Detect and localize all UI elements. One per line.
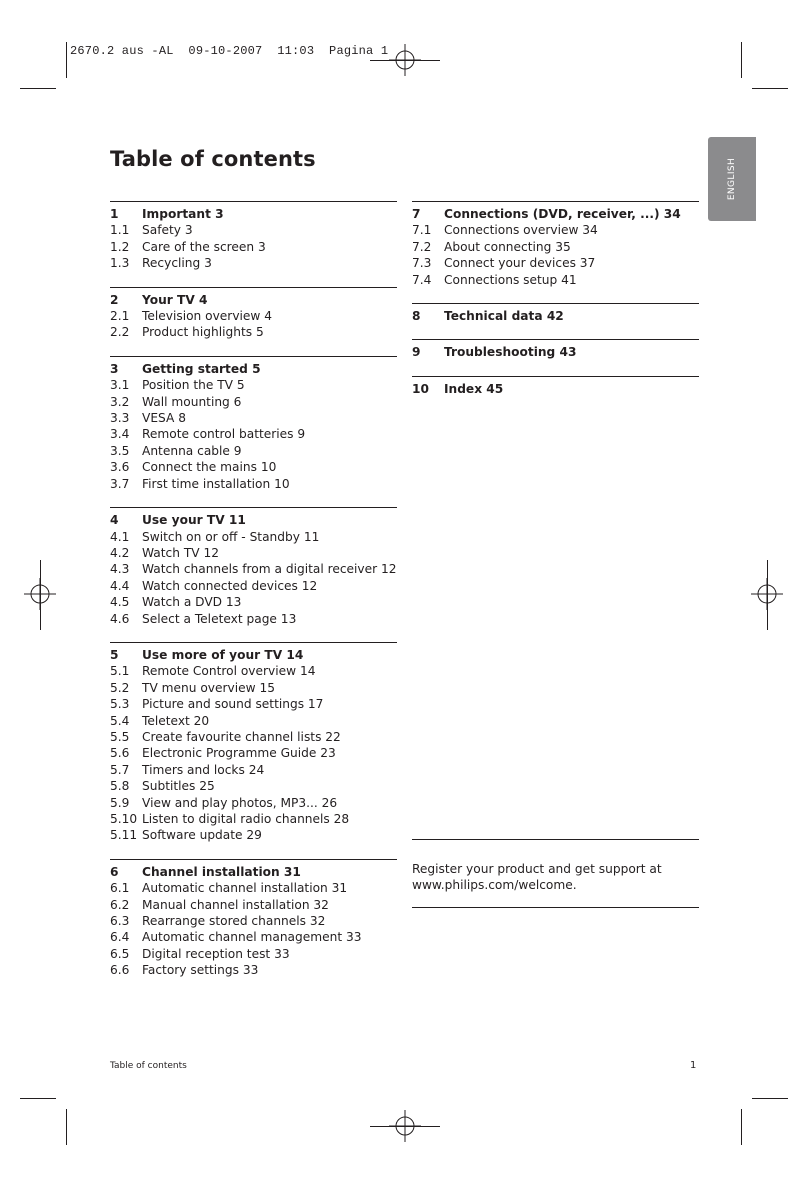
toc-heading[interactable]	[110, 206, 397, 222]
toc-entry-number: 5.9	[110, 795, 130, 810]
toc-heading-label: Use more of your TV 14	[142, 647, 304, 662]
toc-entry[interactable]	[110, 880, 397, 896]
toc-entry-label: Watch TV 12	[142, 545, 219, 560]
toc-left-column	[110, 201, 397, 994]
toc-entry[interactable]	[110, 929, 397, 945]
toc-entry-number: 5.11	[110, 828, 138, 843]
toc-entry-number: 5.8	[110, 779, 130, 794]
toc-entry[interactable]	[110, 729, 397, 745]
toc-heading-number: 7	[412, 207, 421, 221]
toc-heading[interactable]	[412, 308, 699, 324]
toc-entry[interactable]	[110, 459, 397, 475]
language-tab-label: ENGLISH	[727, 157, 737, 201]
toc-entry[interactable]	[110, 222, 397, 238]
toc-entry-label: Recycling 3	[142, 256, 212, 271]
page-title: Table of contents	[110, 147, 316, 171]
toc-entry-number: 5.5	[110, 729, 130, 744]
toc-entry[interactable]	[110, 663, 397, 679]
toc-entry[interactable]	[110, 578, 397, 594]
toc-entry-label: Digital reception test 33	[142, 946, 290, 961]
toc-entry-number: 3.1	[110, 378, 130, 393]
toc-entry-number: 3.3	[110, 411, 130, 426]
toc-entry-label: About connecting 35	[444, 239, 571, 254]
toc-entry-label: Manual channel installation 32	[142, 897, 329, 912]
toc-section	[110, 642, 397, 844]
registration-mark-icon	[389, 1110, 421, 1142]
toc-right-column	[412, 201, 699, 412]
toc-entry-number: 5.6	[110, 746, 130, 761]
toc-entry-number: 6.5	[110, 946, 130, 961]
toc-entry-label: Television overview 4	[142, 309, 273, 324]
language-tab	[708, 137, 756, 221]
crop-mark	[741, 42, 742, 78]
toc-entry-number: 1.3	[110, 256, 130, 271]
toc-heading[interactable]	[110, 361, 397, 377]
toc-entry[interactable]	[110, 255, 397, 271]
toc-heading[interactable]	[412, 344, 699, 360]
toc-entry[interactable]	[110, 745, 397, 761]
toc-entry-number: 3.2	[110, 394, 130, 409]
toc-section	[110, 201, 397, 272]
toc-entry[interactable]	[110, 795, 397, 811]
toc-entry[interactable]	[110, 239, 397, 255]
toc-entry-label: Product highlights 5	[142, 325, 264, 340]
toc-entry[interactable]	[110, 324, 397, 340]
toc-entry[interactable]	[110, 680, 397, 696]
toc-entry-label: Care of the screen 3	[142, 239, 266, 254]
toc-entry-label: Remote control batteries 9	[142, 427, 306, 442]
toc-entry-label: Electronic Programme Guide 23	[142, 746, 336, 761]
toc-entry-number: 6.6	[110, 963, 130, 978]
crop-mark	[741, 1109, 742, 1145]
toc-entry-number: 5.7	[110, 762, 130, 777]
toc-section	[412, 339, 699, 360]
toc-entry-label: Wall mounting 6	[142, 394, 242, 409]
toc-entry-label: Picture and sound settings 17	[142, 697, 324, 712]
toc-entry-label: View and play photos, MP3... 26	[142, 795, 338, 810]
toc-entry-label: First time installation 10	[142, 476, 290, 491]
toc-entry-number: 6.1	[110, 881, 130, 896]
toc-entry[interactable]	[110, 762, 397, 778]
toc-entry-number: 5.10	[110, 812, 138, 826]
toc-heading-number: 2	[110, 292, 119, 307]
toc-entry-label: Create favourite channel lists 22	[142, 729, 341, 744]
toc-entry-label: Factory settings 33	[142, 963, 259, 978]
toc-entry-label: Rearrange stored channels 32	[142, 914, 326, 929]
toc-entry-label: Teletext 20	[142, 713, 210, 728]
toc-entry-number: 5.1	[110, 664, 130, 679]
toc-entry-label: Switch on or off - Standby 11	[142, 529, 320, 544]
toc-heading-label: Connections (DVD, receiver, ...) 34	[444, 207, 681, 221]
toc-entry-number: 6.4	[110, 930, 130, 945]
toc-entry-number: 7.2	[412, 239, 432, 254]
toc-entry-number: 2.2	[110, 325, 130, 340]
toc-heading-number: 9	[412, 345, 421, 360]
toc-entry-number: 2.1	[110, 309, 130, 324]
toc-entry-number: 1.1	[110, 223, 130, 238]
toc-heading[interactable]	[110, 512, 397, 528]
toc-entry-number: 3.4	[110, 427, 130, 442]
toc-entry-label: Connect the mains 10	[142, 460, 277, 475]
toc-entry-label: Timers and locks 24	[142, 762, 265, 777]
toc-entry-label: Software update 29	[142, 828, 262, 843]
toc-entry[interactable]	[110, 827, 397, 843]
toc-entry-label: Select a Teletext page 13	[142, 611, 297, 626]
toc-entry[interactable]	[110, 696, 397, 712]
toc-entry-label: Automatic channel installation 31	[142, 881, 348, 896]
toc-section	[412, 201, 699, 288]
crop-mark	[752, 88, 788, 89]
toc-heading-number: 10	[412, 381, 429, 396]
registration-mark-icon	[24, 578, 56, 610]
toc-entry-label: Position the TV 5	[142, 378, 245, 393]
crop-mark	[66, 42, 67, 78]
toc-entry-number: 3.7	[110, 476, 130, 491]
toc-entry-number: 4.6	[110, 611, 130, 626]
toc-entry-label: Watch channels from a digital receiver 12	[142, 562, 397, 577]
toc-entry[interactable]	[110, 713, 397, 729]
toc-entry-number: 1.2	[110, 239, 130, 254]
toc-heading[interactable]	[412, 206, 699, 222]
toc-heading-label: Getting started 5	[142, 361, 261, 376]
toc-entry[interactable]	[110, 778, 397, 794]
toc-entry[interactable]	[412, 239, 699, 255]
toc-heading-label: Important 3	[142, 207, 224, 221]
toc-entry-number: 5.2	[110, 680, 130, 695]
toc-entry[interactable]	[412, 222, 699, 238]
crop-mark	[20, 1098, 56, 1099]
toc-entry[interactable]	[110, 377, 397, 393]
toc-entry-label: Watch connected devices 12	[142, 578, 318, 593]
toc-entry-number: 5.4	[110, 713, 130, 728]
toc-section	[110, 287, 397, 341]
register-notice	[412, 839, 699, 908]
toc-entry-label: TV menu overview 15	[142, 680, 275, 695]
toc-heading-label: Technical data 42	[444, 309, 564, 324]
toc-entry-number: 4.3	[110, 562, 130, 577]
toc-entry-number: 7.3	[412, 256, 432, 271]
toc-entry-label: Listen to digital radio channels 28	[142, 812, 350, 826]
toc-entry-label: Connections setup 41	[444, 272, 577, 287]
toc-entry[interactable]	[110, 443, 397, 459]
toc-entry[interactable]	[110, 611, 397, 627]
toc-entry[interactable]	[412, 255, 699, 271]
toc-entry[interactable]	[110, 913, 397, 929]
toc-entry-number: 3.6	[110, 460, 130, 475]
toc-heading[interactable]	[110, 864, 397, 880]
toc-entry[interactable]	[110, 561, 397, 577]
toc-section	[110, 859, 397, 979]
toc-entry[interactable]	[110, 476, 397, 492]
toc-entry-number: 4.5	[110, 595, 130, 610]
toc-entry[interactable]	[110, 811, 397, 827]
toc-heading[interactable]	[110, 647, 397, 663]
toc-entry-number: 4.4	[110, 578, 130, 593]
toc-heading[interactable]	[412, 381, 699, 397]
toc-entry-label: Safety 3	[142, 223, 193, 238]
toc-entry[interactable]	[110, 897, 397, 913]
toc-entry[interactable]	[110, 308, 397, 324]
toc-entry-number: 6.2	[110, 897, 130, 912]
register-text: Register your product and get support at	[412, 862, 662, 876]
toc-entry-label: Automatic channel management 33	[142, 930, 362, 945]
crop-mark	[752, 1098, 788, 1099]
crop-mark	[20, 88, 56, 89]
toc-entry[interactable]	[110, 410, 397, 426]
footer-section-title: Table of contents	[110, 1061, 187, 1071]
toc-entry-label: Antenna cable 9	[142, 443, 242, 458]
toc-heading-number: 8	[412, 309, 421, 324]
page-number: 1	[690, 1060, 697, 1071]
registration-mark-icon	[751, 578, 783, 610]
toc-entry-number: 7.1	[412, 223, 432, 238]
toc-entry[interactable]	[110, 946, 397, 962]
toc-entry-label: Watch a DVD 13	[142, 595, 242, 610]
toc-heading-label: Use your TV 11	[142, 513, 246, 528]
toc-heading[interactable]	[110, 292, 397, 308]
toc-heading-number: 5	[110, 647, 119, 662]
toc-heading-label: Index 45	[444, 381, 504, 396]
toc-entry-label: Remote Control overview 14	[142, 664, 316, 679]
toc-heading-number: 4	[110, 513, 119, 528]
toc-heading-label: Troubleshooting 43	[444, 345, 577, 360]
toc-heading-label: Channel installation 31	[142, 864, 301, 879]
toc-entry-label: Connect your devices 37	[444, 256, 596, 271]
toc-entry-number: 6.3	[110, 914, 130, 929]
toc-entry[interactable]	[412, 272, 699, 288]
toc-entry[interactable]	[110, 529, 397, 545]
crop-mark	[66, 1109, 67, 1145]
toc-section	[412, 303, 699, 324]
toc-entry[interactable]	[110, 545, 397, 561]
toc-entry-number: 4.1	[110, 529, 130, 544]
toc-section	[110, 507, 397, 627]
toc-entry-number: 3.5	[110, 443, 130, 458]
print-job-header: 2670.2 aus -AL 09-10-2007 11:03 Pagina 1	[70, 44, 389, 58]
toc-heading-number: 1	[110, 207, 119, 221]
toc-entry[interactable]	[110, 962, 397, 978]
toc-section	[412, 376, 699, 397]
toc-heading-number: 6	[110, 864, 119, 879]
toc-section	[110, 356, 397, 492]
toc-entry-label: Subtitles 25	[142, 779, 215, 794]
toc-entry[interactable]	[110, 394, 397, 410]
toc-entry-label: Connections overview 34	[444, 223, 598, 238]
register-url[interactable]: www.philips.com/welcome.	[412, 878, 577, 893]
toc-entry-label: VESA 8	[142, 411, 186, 426]
toc-entry-number: 5.3	[110, 697, 130, 712]
toc-entry[interactable]	[110, 594, 397, 610]
registration-mark-icon	[389, 44, 421, 76]
toc-entry-number: 4.2	[110, 545, 130, 560]
toc-entry-number: 7.4	[412, 272, 432, 287]
toc-heading-number: 3	[110, 361, 119, 376]
toc-entry[interactable]	[110, 426, 397, 442]
toc-heading-label: Your TV 4	[142, 292, 208, 307]
